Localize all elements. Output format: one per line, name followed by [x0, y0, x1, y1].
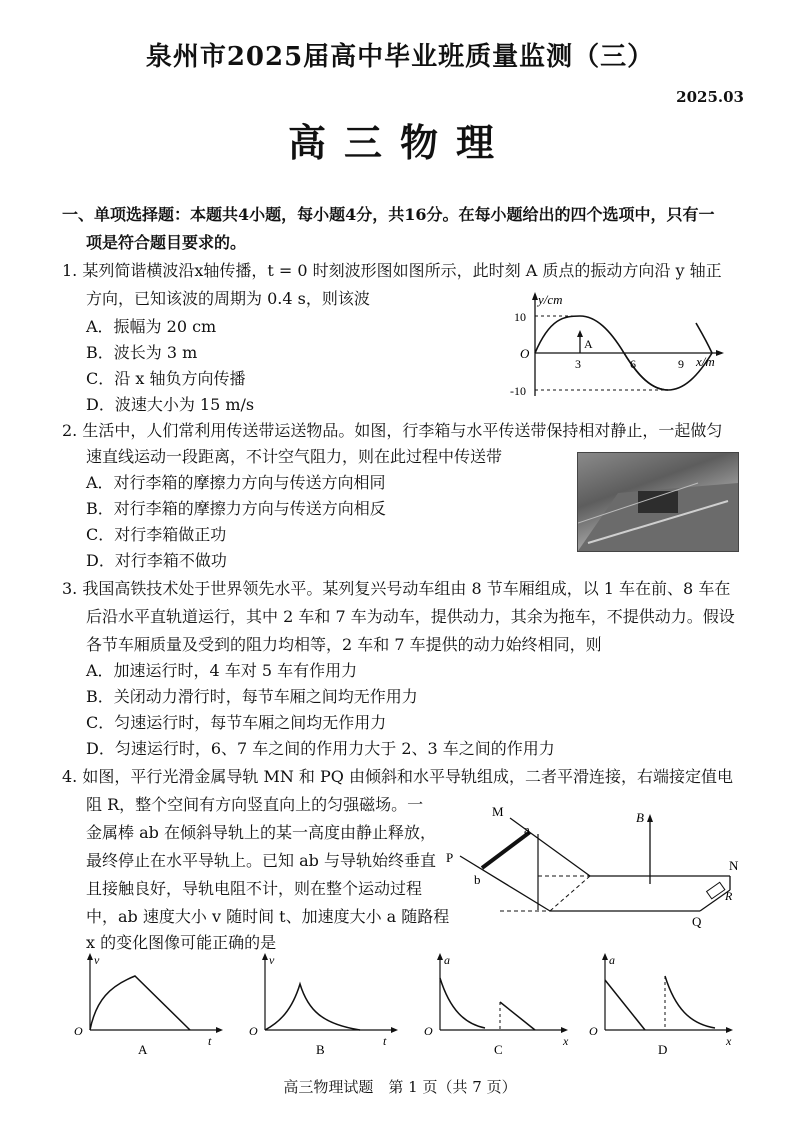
xtick-3: 3 — [575, 357, 581, 371]
q1-option-d: D．波速大小为 15 m/s — [86, 395, 255, 414]
q4-stem-l4: 最终停止在水平导轨上。已知 ab 与导轨始终垂直 — [86, 851, 436, 870]
xlabel: x/m — [696, 354, 715, 369]
svg-text:x: x — [726, 1034, 732, 1048]
svg-text:a: a — [524, 822, 530, 837]
svg-text:x: x — [563, 1034, 569, 1048]
q4-stem-l7: x 的变化图像可能正确的是 — [86, 933, 277, 952]
q4-stem-l5: 且接触良好，导轨电阻不计，则在整个运动过程 — [86, 879, 423, 898]
svg-text:v: v — [269, 953, 275, 967]
svg-text:b: b — [474, 872, 481, 887]
resistor-r — [707, 882, 725, 899]
svg-text:N: N — [729, 858, 739, 873]
graph-d — [589, 953, 733, 1057]
svg-text:M: M — [492, 804, 504, 819]
q3-option-b: B．关闭动力滑行时，每节车厢之间均无作用力 — [86, 687, 418, 706]
q3-option-c: C．匀速运行时，每节车厢之间均无作用力 — [86, 713, 387, 732]
section-heading-cont: 项是符合题目要求的。 — [86, 233, 247, 252]
q4-rail-diagram — [440, 796, 750, 936]
graph-a — [74, 953, 223, 1057]
svg-text:P: P — [446, 850, 454, 865]
q4-stem: 4. 如图，平行光滑金属导轨 MN 和 PQ 由倾斜和水平导轨组成，二者平滑连接，右端接定值电 — [62, 767, 733, 786]
svg-text:D: D — [658, 1042, 668, 1057]
ytick-neg10: -10 — [510, 384, 526, 398]
svg-text:t: t — [383, 1034, 387, 1048]
q4-stem-l3: 金属棒 ab 在倾斜导轨上的某一高度由静止释放， — [86, 823, 436, 842]
page-footer: 高三物理试题 第 1 页（共 7 页） — [283, 1078, 517, 1096]
svg-text:O: O — [424, 1024, 433, 1038]
q3-stem: 3. 我国高铁技术处于世界领先水平。某列复兴号动车组由 8 节车厢组成，以 1 车在前、8 车在 — [62, 579, 731, 598]
xtick-6: 6 — [630, 357, 636, 371]
svg-text:C: C — [494, 1042, 503, 1057]
q1-option-c: C．沿 x 轴负方向传播 — [86, 369, 246, 388]
q2-option-c: C．对行李箱做正功 — [86, 525, 227, 544]
graph-b — [249, 953, 398, 1057]
svg-text:O: O — [74, 1024, 83, 1038]
ylabel: y/cm — [538, 292, 563, 307]
exam-date: 2025.03 — [676, 88, 744, 106]
q3-stem-cont1: 后沿水平直轨道运行，其中 2 车和 7 车为动车，提供动力，其余为拖车，不提供动力。假设 — [86, 607, 735, 626]
q2-stem-cont: 速直线运动一段距离，不计空气阻力，则在此过程中传送带 — [86, 447, 503, 466]
q1-stem: 1. 某列简谐横波沿x轴传播，t = 0 时刻波形图如图所示，此时刻 A 质点的振动方向沿 y 轴正 — [62, 261, 722, 280]
metal-rod-ab — [482, 832, 530, 868]
q3-stem-cont2: 各节车厢质量及受到的阻力均相等，2 车和 7 车提供的动力始终相同，则 — [86, 635, 602, 654]
conveyor-belt-photo — [577, 452, 739, 552]
subject-title: 高三物理 — [287, 120, 512, 165]
exam-title: 泉州市2025届高中毕业班质量监测（三） — [145, 42, 655, 72]
svg-text:Q: Q — [692, 914, 702, 929]
svg-text:O: O — [589, 1024, 598, 1038]
svg-text:R: R — [725, 889, 733, 903]
rail-mn-incline — [510, 818, 590, 876]
q1-stem-cont: 方向，已知该波的周期为 0.4 s，则该波 — [86, 289, 370, 308]
xtick-9: 9 — [678, 357, 684, 371]
svg-text:B: B — [316, 1042, 325, 1057]
q2-option-a: A．对行李箱的摩擦力方向与传送方向相同 — [86, 473, 386, 492]
x-axis-arrow — [716, 350, 724, 356]
svg-text:a: a — [444, 953, 450, 967]
point-a-label: A — [584, 337, 593, 351]
q4-answer-graphs — [60, 950, 760, 1062]
q4-stem-l2: 阻 R，整个空间有方向竖直向上的匀强磁场。一 — [86, 795, 424, 814]
q2-stem: 2. 生活中，人们常利用传送带运送物品。如图，行李箱与水平传送带保持相对静止，一起做匀 — [62, 421, 723, 440]
q3-option-d: D．匀速运行时，6、7 车之间的作用力大于 2、3 车之间的作用力 — [86, 739, 555, 758]
ytick-10: 10 — [514, 310, 526, 324]
q2-option-b: B．对行李箱的摩擦力方向与传送方向相反 — [86, 499, 386, 518]
svg-text:A: A — [138, 1042, 148, 1057]
q1-option-b: B．波长为 3 m — [86, 343, 198, 362]
section-heading: 一、单项选择题：本题共4小题，每小题4分，共16分。在每小题给出的四个选项中，只有一 — [62, 205, 715, 224]
q3-option-a: A．加速运行时，4 车对 5 车有作用力 — [86, 661, 358, 680]
svg-text:t: t — [208, 1034, 212, 1048]
q1-wave-graph — [500, 290, 730, 402]
graph-c — [424, 953, 569, 1057]
svg-text:a: a — [609, 953, 615, 967]
origin: O — [520, 346, 530, 361]
q1-option-a: A．振幅为 20 cm — [86, 317, 217, 336]
q2-option-d: D．对行李箱不做功 — [86, 551, 227, 570]
svg-text:v: v — [94, 953, 100, 967]
svg-text:O: O — [249, 1024, 258, 1038]
q4-stem-l6: 中，ab 速度大小 v 随时间 t、加速度大小 a 随路程 — [86, 907, 450, 926]
svg-text:B: B — [636, 810, 644, 825]
